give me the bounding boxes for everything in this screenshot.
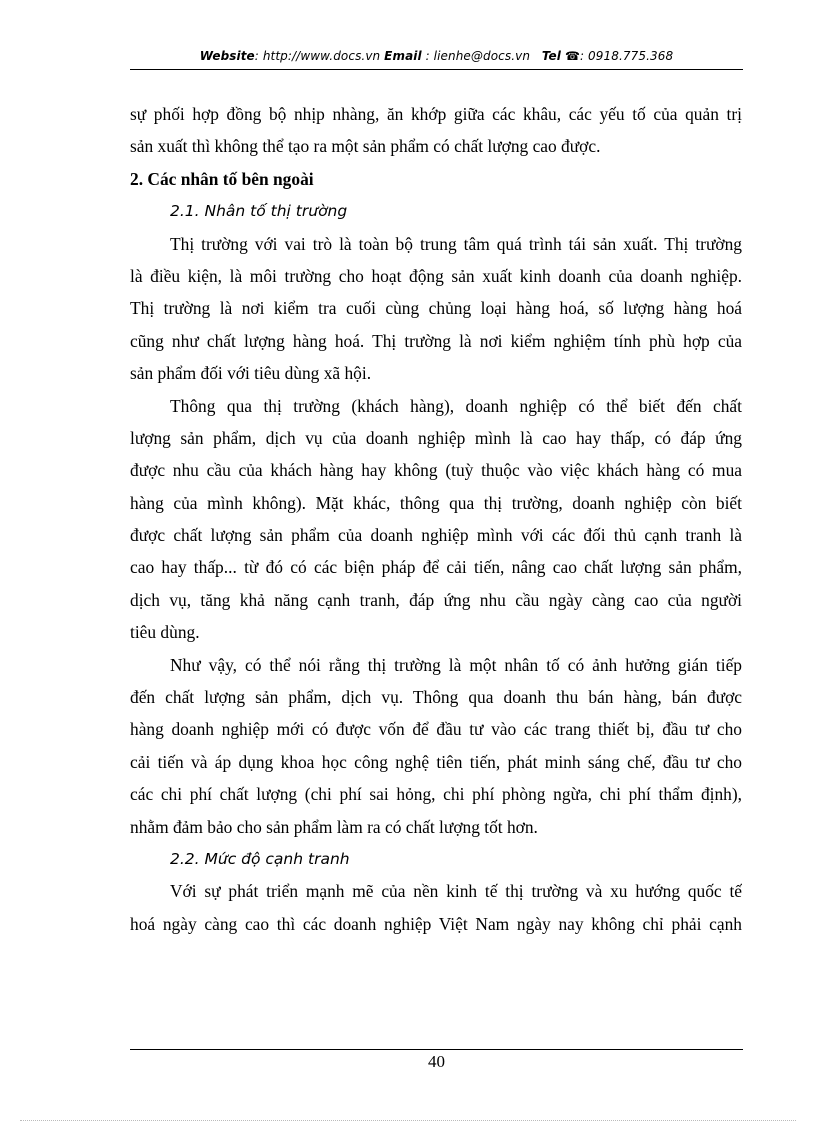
text-line: được nhu cầu của khách hàng hay không (tuỳ thuộc vào việc khách hàng có mua — [130, 460, 742, 481]
email-label: Email — [384, 49, 422, 63]
text-line: Như vậy, có thể nói rằng thị trường là một nhân tố có ảnh hưởng gián tiếp — [170, 654, 742, 675]
subsection-heading: 2.2. Mức độ cạnh tranh — [170, 849, 350, 868]
text-line: đến chất lượng sản phẩm, dịch vụ. Thông qua doanh thu bán hàng, bán được — [130, 687, 742, 708]
website-label: Website — [199, 49, 255, 63]
text-line: cải tiến và áp dụng khoa học công nghệ tiên tiến, phát minh sáng chế, đầu tư cho — [130, 751, 742, 772]
website-value: : http://www.docs.vn — [254, 49, 381, 63]
phone-icon: ☎ — [564, 49, 580, 63]
tel-label: Tel — [541, 49, 562, 63]
text-line: cũng như chất lượng hàng hoá. Thị trường là nơi kiểm nghiệm tính phù hợp của — [130, 330, 742, 351]
header-divider — [130, 69, 743, 70]
text-line: Với sự phát triển mạnh mẽ của nền kinh tế thị trường và xu hướng quốc tế — [170, 881, 742, 902]
footer-divider — [130, 1049, 743, 1050]
text-line: tiêu dùng. — [130, 622, 200, 643]
text-line: sự phối hợp đồng bộ nhịp nhàng, ăn khớp giữa các khâu, các yếu tố của quản trị — [130, 104, 742, 124]
page-number: 40 — [428, 1052, 445, 1071]
text-line: dịch vụ, tăng khả năng cạnh tranh, đáp ứng nhu cầu ngày càng cao của người — [130, 589, 742, 610]
text-line: nhằm đảm bảo cho sản phẩm làm ra có chất lượng tốt hơn. — [130, 816, 538, 837]
subsection-heading: 2.1. Nhân tố thị trường — [170, 202, 348, 221]
text-line: Thị trường với vai trò là toàn bộ trung tâm quá trình tái sản xuất. Thị trường — [170, 233, 742, 254]
document-body — [130, 98, 742, 940]
page-header — [130, 49, 743, 63]
text-line: sản xuất thì không thể tạo ra một sản phẩm có chất lượng cao được. — [130, 136, 601, 157]
page-edge-divider — [20, 1120, 796, 1121]
text-line: hàng của mình không). Mặt khác, thông qua thị trường, doanh nghiệp còn biết — [130, 492, 742, 513]
text-line: là điều kiện, là môi trường cho hoạt động sản xuất kinh doanh của doanh nghiệp. — [130, 265, 742, 286]
text-line: lượng sản phẩm, dịch vụ của doanh nghiệp mình là cao hay thấp, có đáp ứng — [130, 427, 742, 448]
text-line: cao hay thấp... từ đó có các biện pháp để cải tiến, nâng cao chất lượng sản phẩm, — [130, 557, 742, 578]
tel-value: : 0918.775.368 — [580, 49, 674, 63]
text-line: Thị trường là nơi kiểm tra cuối cùng chủng loại hàng hoá, số lượng hàng hoá — [130, 298, 742, 319]
text-line: hoá ngày càng cao thì các doanh nghiệp Việt Nam ngày nay không chỉ phải cạnh — [130, 913, 742, 934]
text-line: sản phẩm đối với tiêu dùng xã hội. — [130, 363, 372, 384]
email-value: : lienhe@docs.vn — [421, 49, 531, 63]
text-line: các chi phí chất lượng (chi phí sai hỏng, chi phí phòng ngừa, chi phí thẩm định), — [130, 784, 742, 805]
text-line: Thông qua thị trường (khách hàng), doanh nghiệp có thể biết đến chất — [170, 395, 742, 416]
section-heading: 2. Các nhân tố bên ngoài — [130, 168, 314, 189]
text-line: được chất lượng sản phẩm của doanh nghiệp mình với các đối thủ cạnh tranh là — [130, 525, 742, 546]
text-line: hàng doanh nghiệp mới có được vốn để đầu tư vào các trang thiết bị, đầu tư cho — [130, 719, 742, 740]
